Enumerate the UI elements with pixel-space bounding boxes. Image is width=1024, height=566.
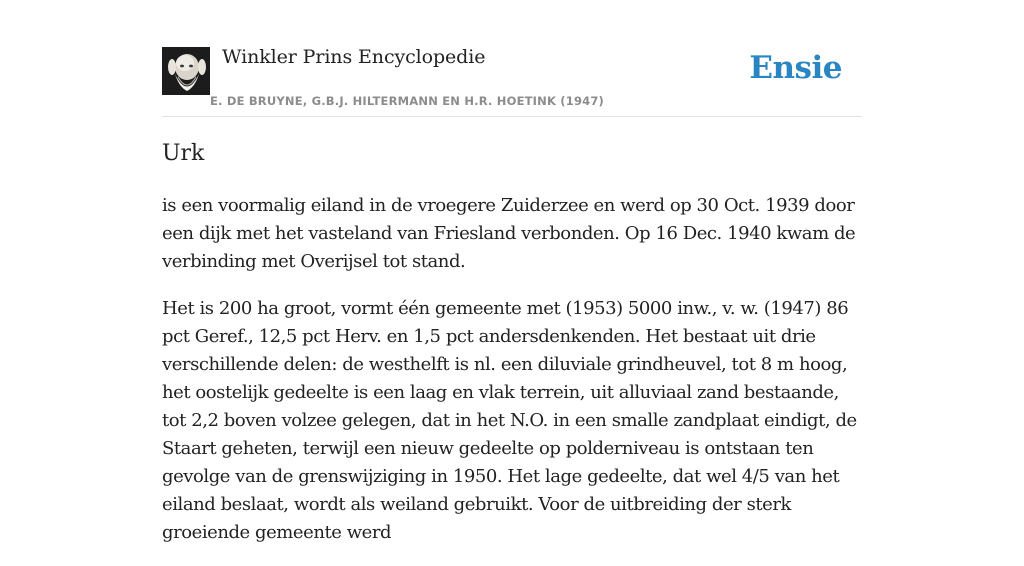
publication-authors: E. DE BRUYNE, G.B.J. HILTERMANN EN H.R. HOETINK (1947)	[210, 94, 605, 108]
publication-title[interactable]: Winkler Prins Encyclopedie	[222, 46, 486, 68]
article-paragraph: is een voormalig eiland in de vroegere Zuiderzee en werd op 30 Oct. 1939 door een dijk met het vasteland van Friesland verbonden. Op 16 Dec. 1940 kwam de verbinding met Overijsel tot stand.	[162, 195, 856, 272]
article-title: Urk	[162, 141, 205, 166]
ensie-logo[interactable]: Ensie	[749, 50, 842, 86]
publication-header	[162, 44, 862, 117]
portrait-icon	[162, 47, 210, 95]
article-body	[162, 192, 862, 566]
portrait-avatar[interactable]	[162, 47, 210, 95]
article-paragraph: Het is 200 ha groot, vormt één gemeente met (1953) 5000 inw., v. w. (1947) 86 pct Geref., 12,5 pct Herv. en 1,5 pct andersdenkenden. Het bestaat uit drie verschillende delen: de westhelft is nl. een diluviale grindheuvel, tot 8 m hoog, het oostelijk gedeelte is een laag en vlak terrein, uit alluviaal zand bestaande, tot 2,2 boven volzee gelegen, dat in het N.O. in een smalle zandplaat eindigt, de Staart geheten, terwijl een nieuw gedeelte op polderniveau is ontstaan ten gevolge van de grenswijziging in 1950. Het lage gedeelte, dat wel 4/5 van het eiland beslaat, wordt als weiland gebruikt. Voor de uitbreiding der sterk groeiende gemeente werd	[162, 298, 857, 543]
